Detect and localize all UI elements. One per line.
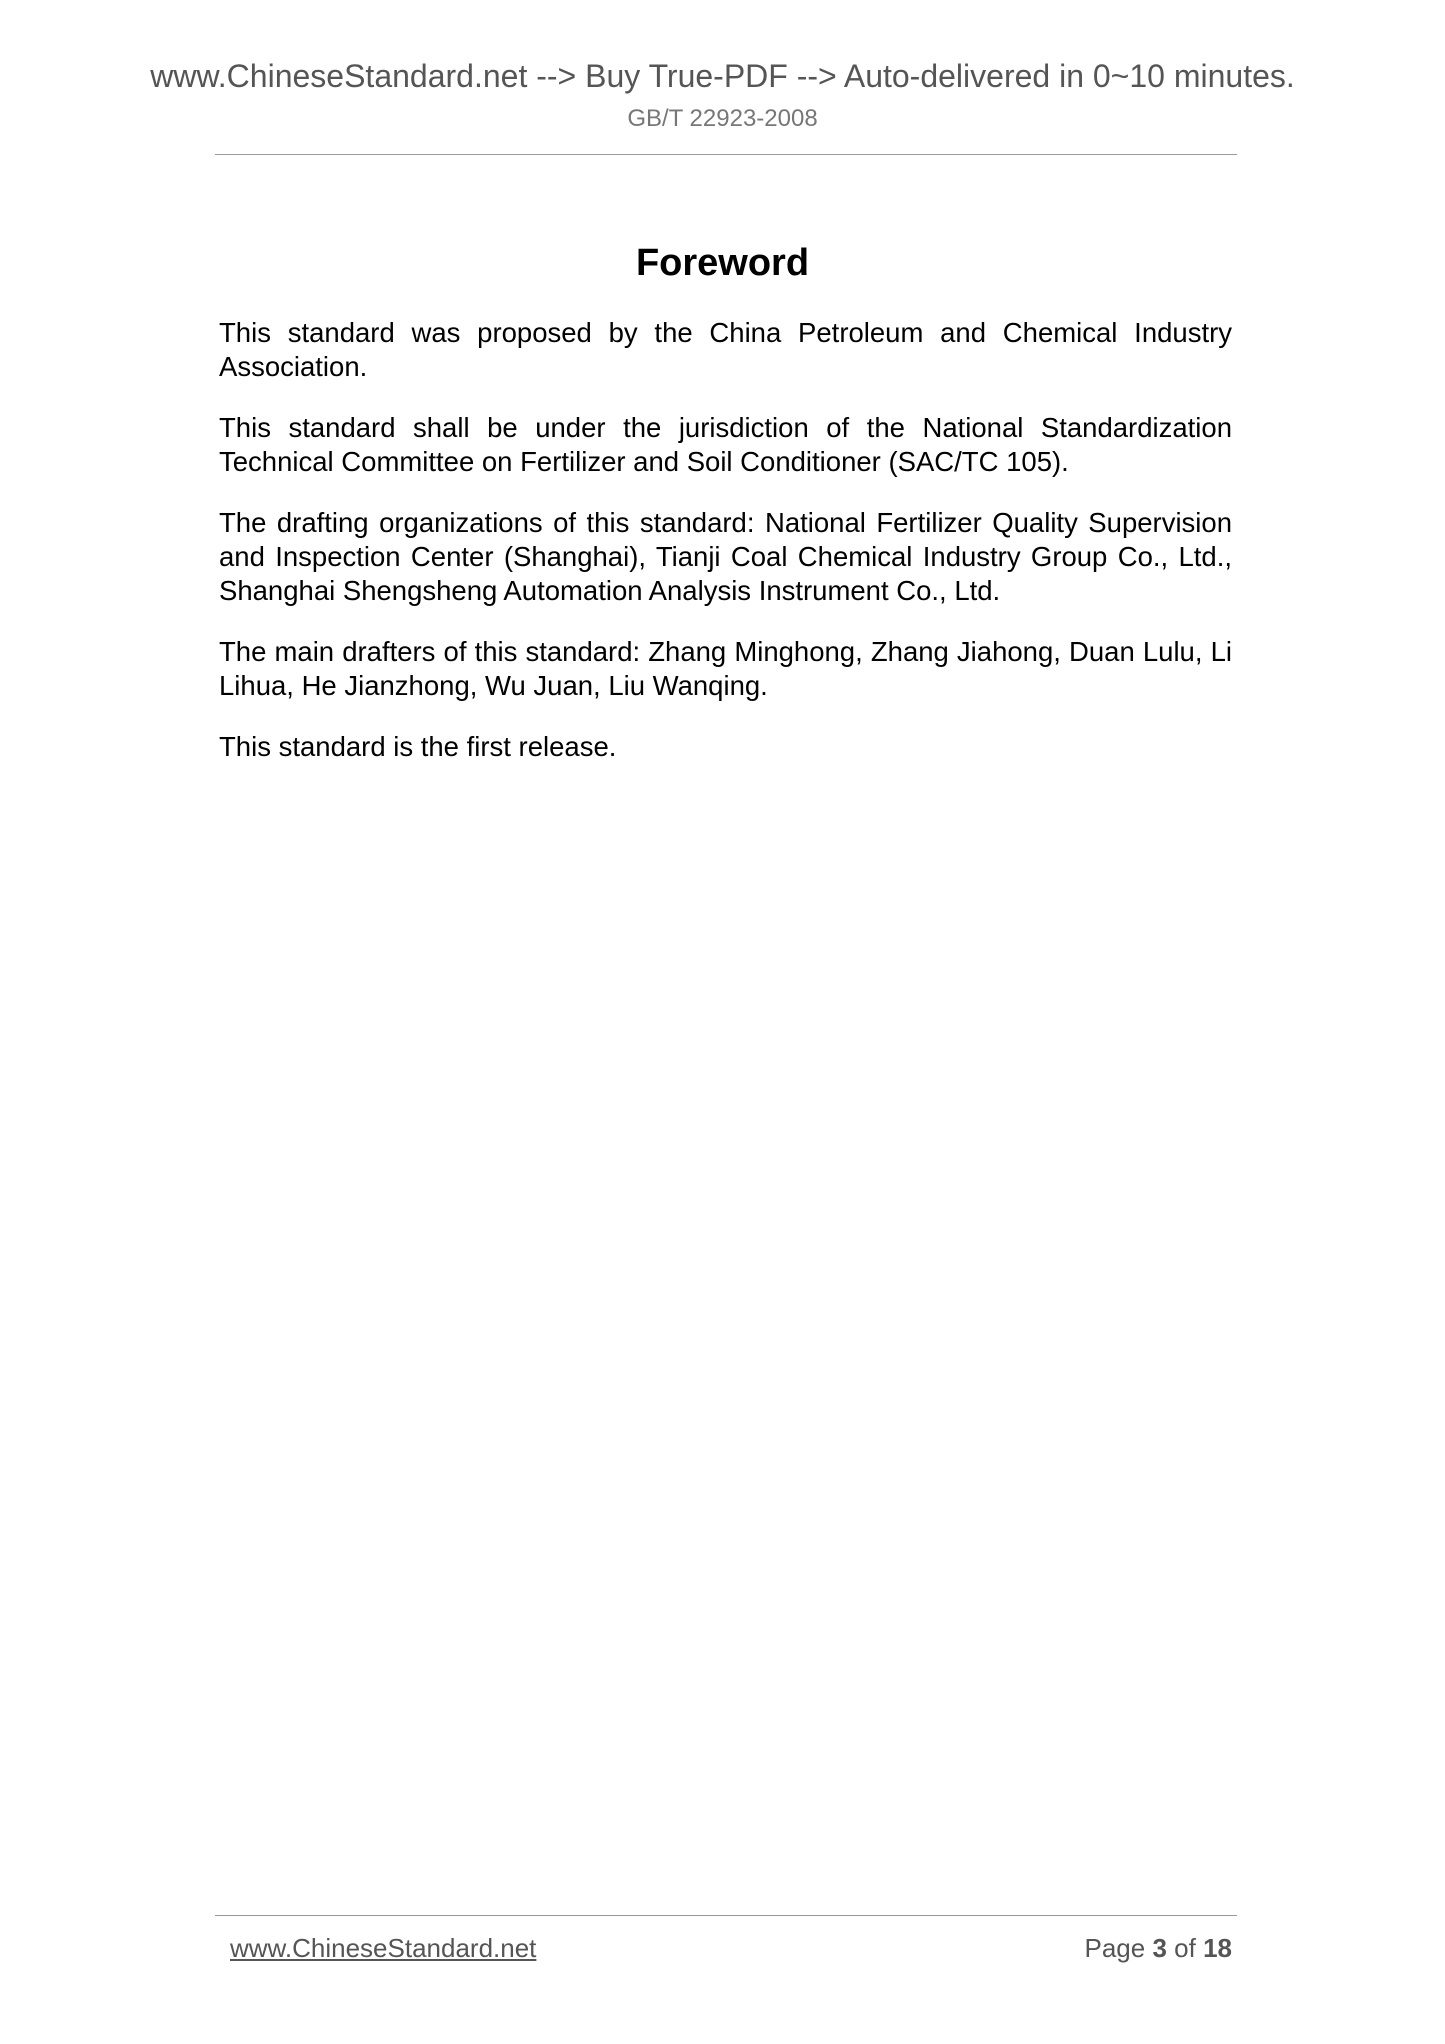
paragraph-main-drafters: The main drafters of this standard: Zhang Minghong, Zhang Jiahong, Duan Lulu, Li Lihua, He Jianzhong, Wu Juan, Liu Wanqing.: [219, 636, 1232, 701]
document-code: GB/T 22923-2008: [627, 105, 818, 132]
foreword-body: [219, 316, 1232, 791]
page-label: Page: [1084, 1933, 1146, 1963]
paragraph-drafting-organizations: The drafting organizations of this standard: National Fertilizer Quality Supervision and Inspection Center (Shanghai), Tianji Coal Chemical Industry Group Co., Ltd., Shanghai Shengsheng Automation Analysis Instrument Co., Ltd.: [219, 507, 1232, 606]
header-divider: [215, 154, 1237, 155]
footer-website-link[interactable]: www.ChineseStandard.net: [230, 1933, 537, 1963]
paragraph-release: This standard is the first release.: [219, 731, 617, 762]
page-number: [1084, 1932, 1232, 1964]
page-current: 3: [1152, 1933, 1167, 1963]
paragraph-jurisdiction: This standard shall be under the jurisdiction of the National Standardization Technical Committee on Fertilizer and Soil Conditioner (SAC/TC 105).: [219, 412, 1232, 477]
page-total: 18: [1203, 1933, 1232, 1963]
page-of-label: of: [1174, 1933, 1196, 1963]
footer-divider: [215, 1915, 1237, 1916]
paragraph-proposal: This standard was proposed by the China Petroleum and Chemical Industry Association.: [219, 317, 1232, 382]
header-banner: www.ChineseStandard.net --> Buy True-PDF --> Auto-delivered in 0~10 minutes.: [150, 58, 1295, 94]
page-title: Foreword: [635, 242, 810, 284]
